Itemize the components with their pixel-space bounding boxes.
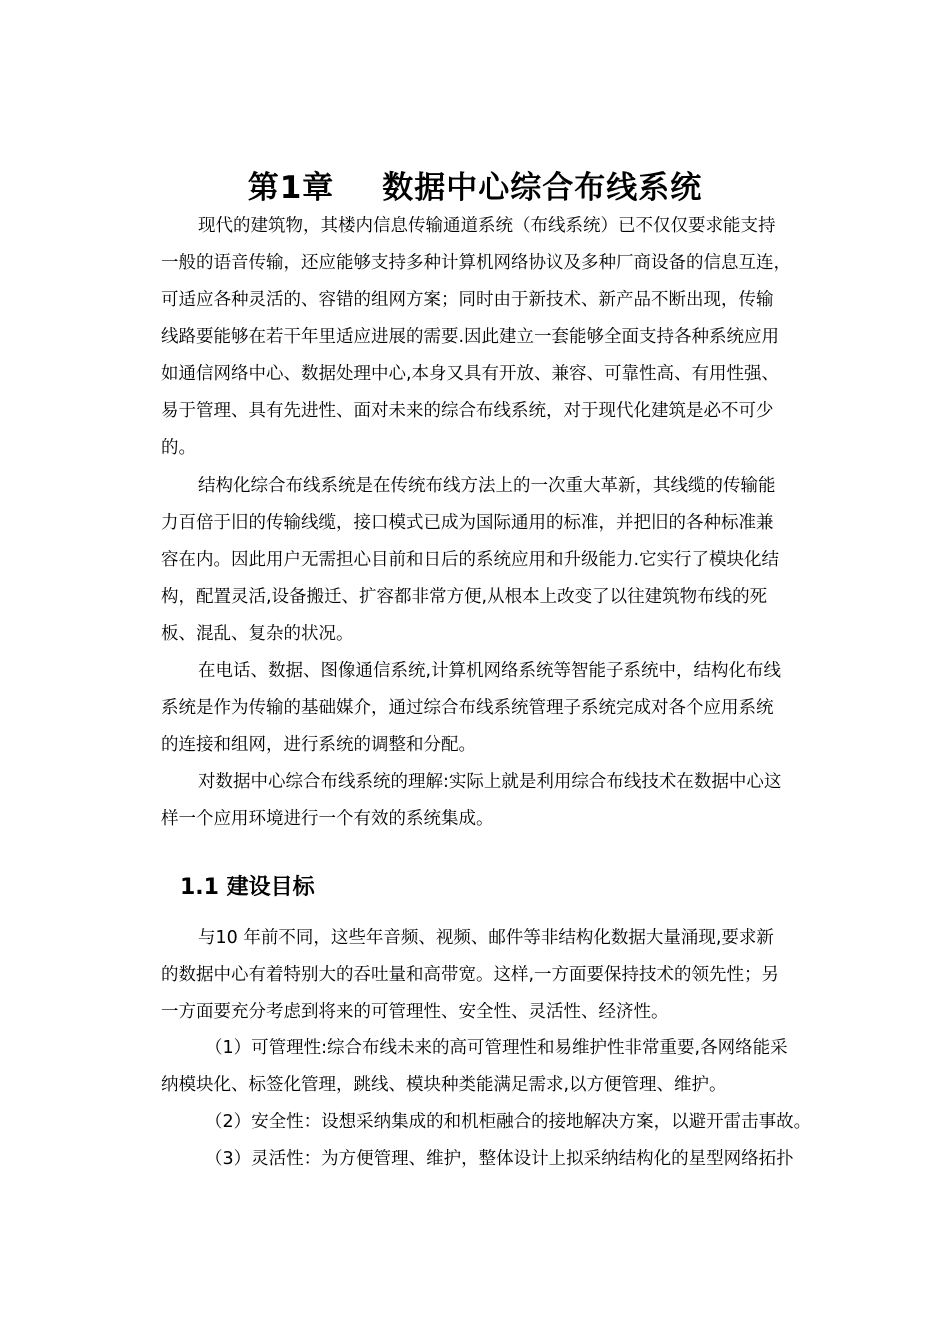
paragraph-line: 样一个应用环境进行一个有效的系统集成。 bbox=[161, 809, 494, 829]
paragraph-line: 系统是作为传输的基础媒介，通过综合布线系统管理子系统完成对各个应用系统 bbox=[161, 698, 774, 718]
list-item-line: （2）安全性：设想采纳集成的和机柜融合的接地解决方案，以避开雷击事故。 bbox=[205, 1112, 812, 1132]
paragraph-line: 对数据中心综合布线系统的理解:实际上就是利用综合布线技术在数据中心这 bbox=[198, 772, 782, 792]
paragraph-line: 力百倍于旧的传输线缆，接口模式已成为国际通用的标准，并把旧的各种标准兼 bbox=[161, 513, 774, 533]
chapter-title bbox=[0, 162, 950, 214]
chapter-name: 数据中心综合布线系统 bbox=[382, 169, 703, 206]
paragraph-line: 结构化综合布线系统是在传统布线方法上的一次重大革新，其线缆的传输能 bbox=[198, 476, 776, 496]
paragraph-line: 在电话、数据、图像通信系统,计算机网络系统等智能子系统中，结构化布线 bbox=[198, 661, 782, 681]
paragraph-line: 板、混乱、复杂的状况。 bbox=[161, 624, 354, 644]
paragraph-line: 的数据中心有着特别大的吞吐量和高带宽。这样,一方面要保持技术的领先性；另 bbox=[161, 965, 780, 985]
list-item-line: （1）可管理性:综合布线未来的高可管理性和易维护性非常重要,各网络能采 bbox=[205, 1038, 788, 1058]
chapter-number: 第1章 bbox=[247, 169, 335, 206]
paragraph-line: 如通信网络中心、数据处理中心,本身又具有开放、兼容、可靠性高、有用性强、 bbox=[161, 364, 780, 384]
paragraph-line: 一般的语音传输，还应能够支持多种计算机网络协议及多种厂商设备的信息互连， bbox=[161, 253, 791, 273]
paragraph-line: 的。 bbox=[161, 438, 196, 458]
list-item-line: （3）灵活性：为方便管理、维护，整体设计上拟采纳结构化的星型网络拓扑 bbox=[205, 1149, 794, 1169]
paragraph-line: 易于管理、具有先进性、面对未来的综合布线系统，对于现代化建筑是必不可少 bbox=[161, 401, 774, 421]
paragraph-line: 可适应各种灵活的、容错的组网方案；同时由于新技术、新产品不断出现，传输 bbox=[161, 290, 774, 310]
list-item-line: 纳模块化、标签化管理，跳线、模块种类能满足需求,以方便管理、维护。 bbox=[161, 1075, 727, 1095]
paragraph-line: 一方面要充分考虑到将来的可管理性、安全性、灵活性、经济性。 bbox=[161, 1002, 669, 1022]
paragraph-line: 容在内。因此用户无需担心目前和日后的系统应用和升级能力.它实行了模块化结 bbox=[161, 550, 780, 570]
paragraph-line: 构，配置灵活,设备搬迁、扩容都非常方便,从根本上改变了以往建筑物布线的死 bbox=[161, 587, 768, 607]
paragraph-line: 与10 年前不同，这些年音频、视频、邮件等非结构化数据大量涌现,要求新 bbox=[198, 928, 774, 948]
section-heading: 1.1 建设目标 bbox=[180, 875, 315, 901]
paragraph-line: 线路要能够在若干年里适应进展的需要.因此建立一套能够全面支持各种系统应用 bbox=[161, 327, 780, 347]
paragraph-line: 的连接和组网，进行系统的调整和分配。 bbox=[161, 735, 476, 755]
paragraph-line: 现代的建筑物，其楼内信息传输通道系统（布线系统）已不仅仅要求能支持 bbox=[198, 216, 776, 236]
